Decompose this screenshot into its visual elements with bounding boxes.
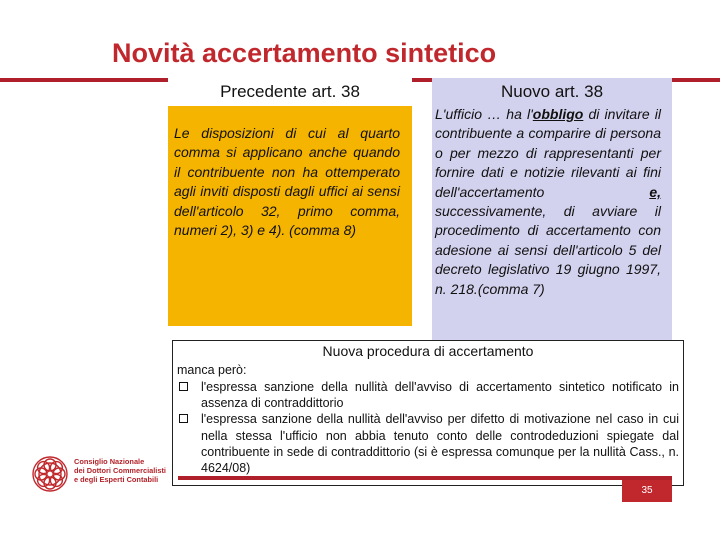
old-article-header <box>168 78 412 106</box>
checkbox-bullet-icon <box>179 414 188 423</box>
title-rule-middle <box>412 78 432 82</box>
list-item <box>177 411 679 476</box>
slide-title: Novità accertamento sintetico <box>112 38 497 68</box>
list-item-text: l'espressa sanzione della nullità dell'avviso per difetto di motivazione nel caso in cui nella stessa l'ufficio non abbia tenuto conto delle controdeduzioni spiegate dal contribuente in sede di contraddittorio (si è espressa comunque per la nullità Cass., n. 4624/08) <box>201 412 679 476</box>
logo-line-3: e degli Esperti Contabili <box>74 475 159 484</box>
new-article-e: e, <box>649 183 661 200</box>
rosette-logo-icon <box>30 454 70 494</box>
list-item-text: l'espressa sanzione della nullità dell'avviso di accertamento sintetico notificato in assenza di contraddittorio <box>201 380 679 411</box>
old-article-body: Le disposizioni di cui al quarto comma si applicano anche quando il contribuente non ha ottemperato agli inviti disposti dagli uffici ai sensi dell'articolo 32, primo comma, numeri 2), 3) e 4). (comma 8) <box>174 125 400 239</box>
checkbox-bullet-icon <box>179 382 188 391</box>
new-article-text-2: di invitare il contribuente a comparire di persona o per mezzo di rappresentanti per fornire dati e notizie rilevanti ai fini dell'accertamento <box>435 106 661 200</box>
title-rule-left <box>0 78 168 82</box>
procedure-box-title: Nuova procedura di accertamento <box>322 343 534 359</box>
new-article-text-1: L'ufficio … ha l' <box>435 106 533 122</box>
old-article-title: Precedente art. 38 <box>220 82 360 101</box>
organization-logo <box>30 452 180 498</box>
new-article-obbligo: obbligo <box>532 106 584 122</box>
list-item <box>177 379 679 411</box>
new-article-panel <box>432 78 672 340</box>
title-rule-right <box>672 78 720 82</box>
logo-line-1: Consiglio Nazionale <box>74 457 145 466</box>
new-article-title: Nuovo art. 38 <box>500 82 604 101</box>
logo-text <box>74 457 186 484</box>
new-article-body <box>435 105 661 299</box>
procedure-box-lead: manca però: <box>177 363 247 377</box>
old-article-panel <box>168 78 412 326</box>
page-number: 35 <box>622 480 672 502</box>
footer-rule <box>178 476 672 480</box>
procedure-list <box>177 379 679 476</box>
procedure-box <box>172 340 684 486</box>
new-article-text-3: successivamente, di avviare il procedimento di accertamento con adesione ai sensi dell'articolo 5 del decreto legislativo 19 giugno 1997, n. 218.(comma 7) <box>435 203 661 297</box>
logo-line-2: dei Dottori Commercialisti <box>74 466 166 475</box>
